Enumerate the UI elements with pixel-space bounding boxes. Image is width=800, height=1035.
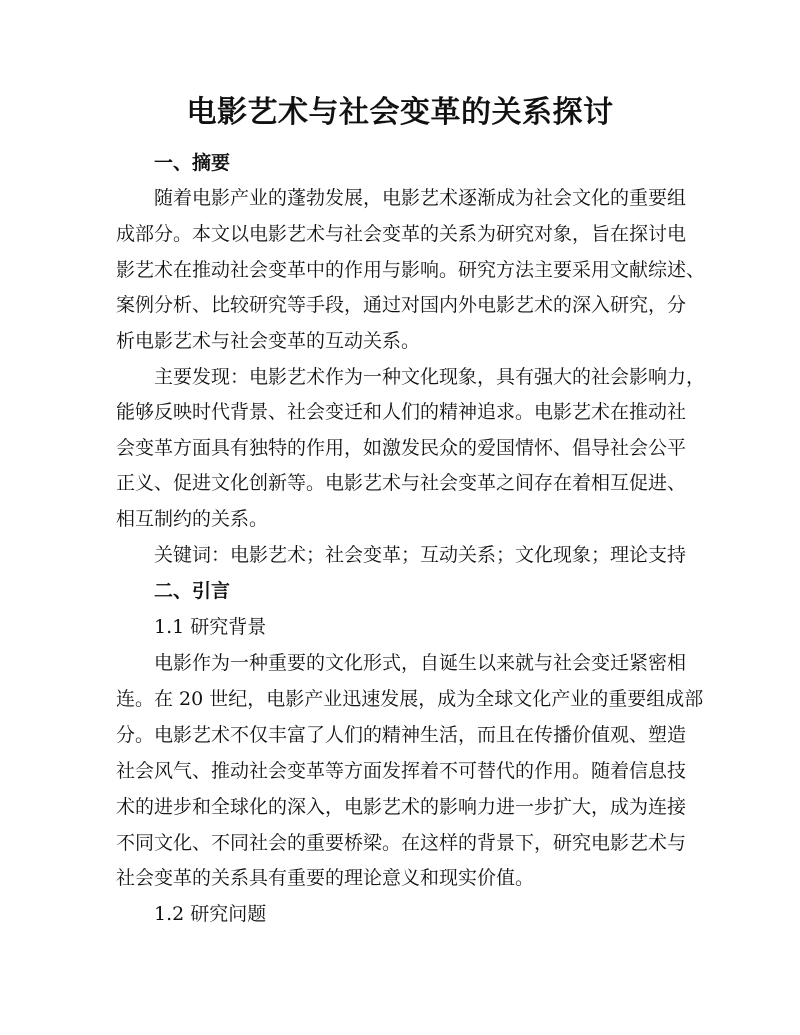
background-line: 电影作为一种重要的文化形式，自诞生以来就与社会变迁紧密相 <box>154 652 687 674</box>
background-line: 社会风气、推动社会变革等方面发挥着不可替代的作用。随着信息技 <box>116 760 687 782</box>
findings-line: 会变革方面具有独特的作用，如激发民众的爱国情怀、倡导社会公平 <box>116 437 687 459</box>
background-line: 不同文化、不同社会的重要桥梁。在这样的背景下，研究电影艺术与 <box>116 832 687 854</box>
abstract-line: 案例分析、比较研究等手段，通过对国内外电影艺术的深入研究，分 <box>116 294 687 316</box>
document-title: 电影艺术与社会变革的关系探讨 <box>186 95 614 130</box>
findings-line: 相互制约的关系。 <box>116 508 269 530</box>
section-heading-abstract: 一、摘要 <box>154 152 231 174</box>
abstract-line: 随着电影产业的蓬勃发展，电影艺术逐渐成为社会文化的重要组 <box>154 187 687 209</box>
subsection-heading-background: 1.1 研究背景 <box>154 616 267 638</box>
abstract-line: 影艺术在推动社会变革中的作用与影响。研究方法主要采用文献综述、 <box>116 259 706 281</box>
findings-line: 主要发现：电影艺术作为一种文化现象，具有强大的社会影响力， <box>154 366 706 388</box>
section-heading-introduction: 二、引言 <box>154 580 231 602</box>
background-line: 社会变革的关系具有重要的理论意义和现实价值。 <box>116 867 535 889</box>
abstract-line: 成部分。本文以电影艺术与社会变革的关系为研究对象，旨在探讨电 <box>116 223 687 245</box>
findings-line: 能够反映时代背景、社会变迁和人们的精神追求。电影艺术在推动社 <box>116 401 687 423</box>
background-line: 术的进步和全球化的深入，电影艺术的影响力进一步扩大，成为连接 <box>116 796 687 818</box>
abstract-line: 析电影艺术与社会变革的互动关系。 <box>116 330 421 352</box>
subsection-heading-research-questions: 1.2 研究问题 <box>154 903 267 925</box>
background-line: 连。在 20 世纪，电影产业迅速发展，成为全球文化产业的重要组成部 <box>116 688 704 710</box>
background-line: 分。电影艺术不仅丰富了人们的精神生活，而且在传播价值观、塑造 <box>116 724 687 746</box>
findings-line: 正义、促进文化创新等。电影艺术与社会变革之间存在着相互促进、 <box>116 472 687 494</box>
keywords-line: 关键词：电影艺术；社会变革；互动关系；文化现象；理论支持 <box>154 544 687 566</box>
